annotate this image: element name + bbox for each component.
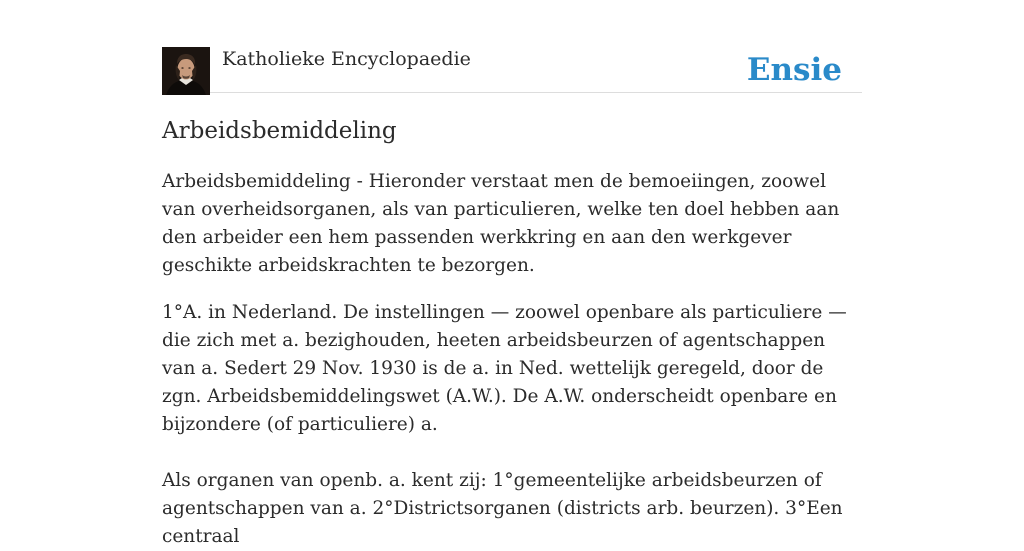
article-paragraph: Arbeidsbemiddeling - Hieronder verstaat men de bemoeiingen, zoowel van overheidsorganen, als van particulieren, welke ten doel hebben aan den arbeider een hem passenden werkkring en aan den werkgever geschikte arbeidskrachten te bezorgen.	[162, 171, 840, 276]
article-title: Arbeidsbemiddeling	[162, 118, 397, 144]
article-paragraph: Als organen van openb. a. kent zij: 1°gemeentelijke arbeidsbeurzen of agentschappen van a. 2°Districtsorganen (districts arb. beurzen). 3°Een centraal	[162, 470, 843, 547]
article-body	[162, 168, 864, 551]
article-paragraph: 1°A. in Nederland. De instellingen — zoowel openbare als particuliere — die zich met a. bezighouden, heeten arbeidsbeurzen of agentschappen van a. Sedert 29 Nov. 1930 is de a. in Ned. wettelijk geregeld, door de zgn. Arbeidsbemiddelingswet (A.W.). De A.W. onderscheidt openbare en bijzondere (of particuliere) a.	[162, 302, 847, 435]
source-name[interactable]: Katholieke Encyclopaedie	[222, 48, 471, 70]
brand-logo-link[interactable]: Ensie	[746, 52, 842, 88]
site-header	[162, 46, 862, 93]
portrait-avatar-icon[interactable]	[162, 47, 210, 95]
